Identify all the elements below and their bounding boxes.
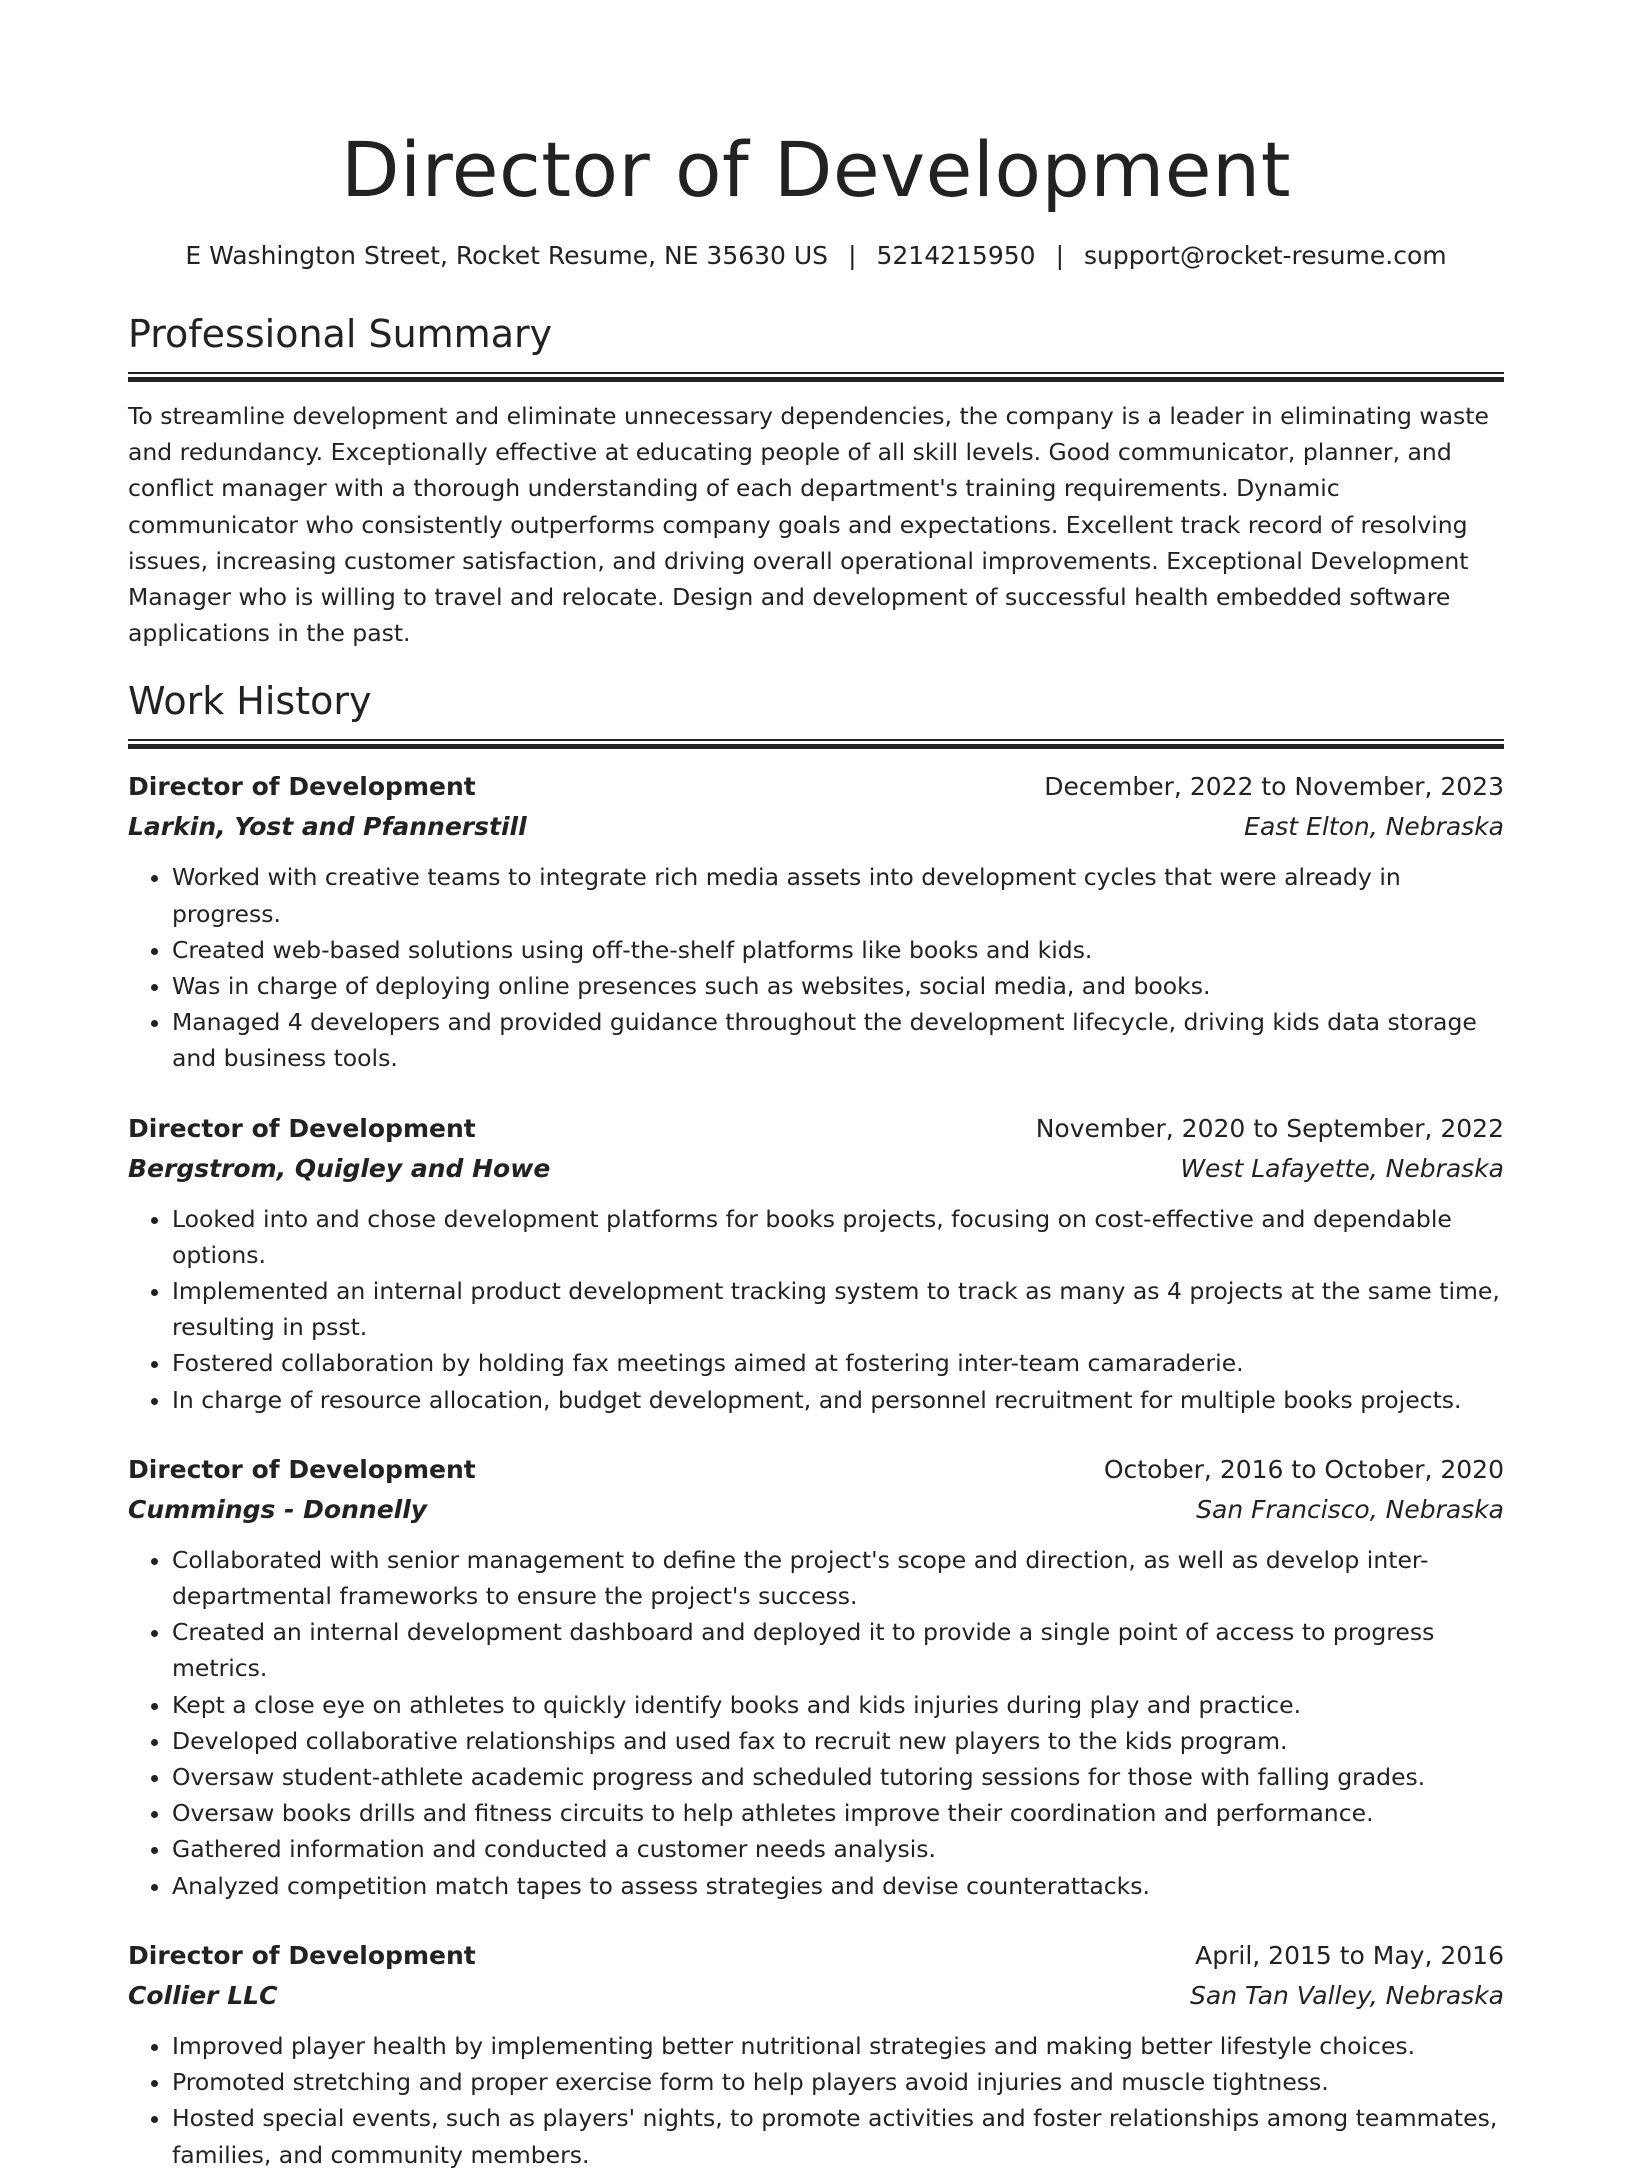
job-bullet-list	[128, 1542, 1504, 1904]
job-dates: October, 2016 to October, 2020	[1103, 1454, 1504, 1484]
job-bullet: • Improved player health by implementing better nutritional strategies and making better lifestyle choices.	[172, 2028, 1504, 2064]
summary-heading: Professional Summary	[128, 312, 553, 356]
job-bullet: • Gathered information and conducted a customer needs analysis.	[172, 1831, 1504, 1867]
job-company: Collier LLC	[128, 1980, 278, 2010]
job-company-row	[128, 1490, 1504, 1530]
job-bullet: • Developed collaborative relationships and used fax to recruit new players to the kids program.	[172, 1723, 1504, 1759]
contact-email: support@rocket-resume.com	[1084, 241, 1447, 270]
job-title: Director of Development	[128, 1940, 476, 1970]
work-history-section	[128, 677, 1504, 2172]
job-company: Larkin, Yost and Pfannerstill	[128, 812, 527, 842]
job-header-row	[128, 1936, 1504, 1976]
job-bullet: • Kept a close eye on athletes to quickly identify books and kids injuries during play and practice.	[172, 1687, 1504, 1723]
section-divider	[128, 372, 1504, 382]
job-title: Director of Development	[128, 1113, 476, 1143]
job-entry	[128, 1450, 1504, 1904]
job-list	[128, 767, 1504, 2172]
job-bullet: • Managed 4 developers and provided guidance throughout the development lifecycle, driving kids data storage and business tools.	[172, 1004, 1504, 1076]
job-entry	[128, 1936, 1504, 2173]
job-dates: April, 2015 to May, 2016	[1195, 1940, 1504, 1970]
job-bullet: • Oversaw books drills and fitness circuits to help athletes improve their coordination and performance.	[172, 1795, 1504, 1831]
job-location: East Elton, Nebraska	[1244, 812, 1504, 842]
job-bullet: • Collaborated with senior management to define the project's scope and direction, as well as develop inter-departmental frameworks to ensure the project's success.	[172, 1542, 1504, 1614]
summary-text: To streamline development and eliminate unnecessary dependencies, the company is a leader in eliminating waste and redundancy. Exceptionally effective at educating people of all skill levels. Good communicator, planner, and conflict manager with a thorough understanding of each department's training requirements. Dynamic communicator who consistently outperforms company goals and expectations. Excellent track record of resolving issues, increasing customer satisfaction, and driving overall operational improvements. Exceptional Development Manager who is willing to travel and relocate. Design and development of successful health embedded software applications in the past.	[128, 402, 1489, 648]
job-bullet: • Promoted stretching and proper exercise form to help players avoid injuries and muscle tightness.	[172, 2064, 1504, 2100]
job-company-row	[128, 1149, 1504, 1189]
job-bullet-list	[128, 1201, 1504, 1418]
job-header-row	[128, 1450, 1504, 1490]
job-bullet: • Implemented an internal product development tracking system to track as many as 4 projects at the same time, resulting in psst.	[172, 1273, 1504, 1345]
job-bullet: • Oversaw student-athlete academic progress and scheduled tutoring sessions for those with falling grades.	[172, 1759, 1504, 1795]
job-bullet-list	[128, 2028, 1504, 2173]
contact-phone: 5214215950	[876, 241, 1036, 270]
job-bullet: • In charge of resource allocation, budget development, and personnel recruitment for multiple books projects.	[172, 1382, 1504, 1418]
job-bullet: • Created an internal development dashboard and deployed it to provide a single point of access to progress metrics.	[172, 1614, 1504, 1686]
job-title: Director of Development	[128, 1454, 476, 1484]
summary-section	[128, 310, 1504, 651]
job-location: San Francisco, Nebraska	[1196, 1494, 1504, 1524]
job-bullet: • Hosted special events, such as players' nights, to promote activities and foster relationships among teammates, families, and community members.	[172, 2100, 1504, 2172]
job-entry	[128, 1109, 1504, 1418]
job-header-row	[128, 767, 1504, 807]
job-bullet-list	[128, 859, 1504, 1076]
contact-address: E Washington Street, Rocket Resume, NE 35630 US	[185, 241, 829, 270]
job-location: West Lafayette, Nebraska	[1180, 1153, 1504, 1183]
job-bullet: • Looked into and chose development platforms for books projects, focusing on cost-effective and dependable options.	[172, 1201, 1504, 1273]
contact-separator: |	[1055, 241, 1064, 270]
job-company-row	[128, 807, 1504, 847]
job-title: Director of Development	[128, 772, 476, 802]
job-dates: November, 2020 to September, 2022	[1035, 1113, 1504, 1143]
section-divider	[128, 739, 1504, 749]
contact-line	[128, 240, 1504, 272]
job-bullet: • Created web-based solutions using off-the-shelf platforms like books and kids.	[172, 932, 1504, 968]
job-bullet: • Was in charge of deploying online presences such as websites, social media, and books.	[172, 968, 1504, 1004]
job-company: Bergstrom, Quigley and Howe	[128, 1153, 551, 1183]
job-bullet: • Analyzed competition match tapes to assess strategies and devise counterattacks.	[172, 1868, 1504, 1904]
job-dates: December, 2022 to November, 2023	[1044, 772, 1504, 802]
candidate-name: Director of Development	[341, 125, 1291, 214]
job-location: San Tan Valley, Nebraska	[1190, 1980, 1504, 2010]
job-header-row	[128, 1109, 1504, 1149]
work-history-heading: Work History	[128, 679, 372, 724]
contact-separator: |	[848, 241, 857, 270]
job-entry	[128, 767, 1504, 1076]
job-bullet: • Fostered collaboration by holding fax meetings aimed at fostering inter-team camaraderie.	[172, 1345, 1504, 1381]
job-company: Cummings - Donnelly	[128, 1494, 428, 1524]
job-company-row	[128, 1976, 1504, 2016]
job-bullet: • Worked with creative teams to integrate rich media assets into development cycles that were already in progress.	[172, 859, 1504, 931]
